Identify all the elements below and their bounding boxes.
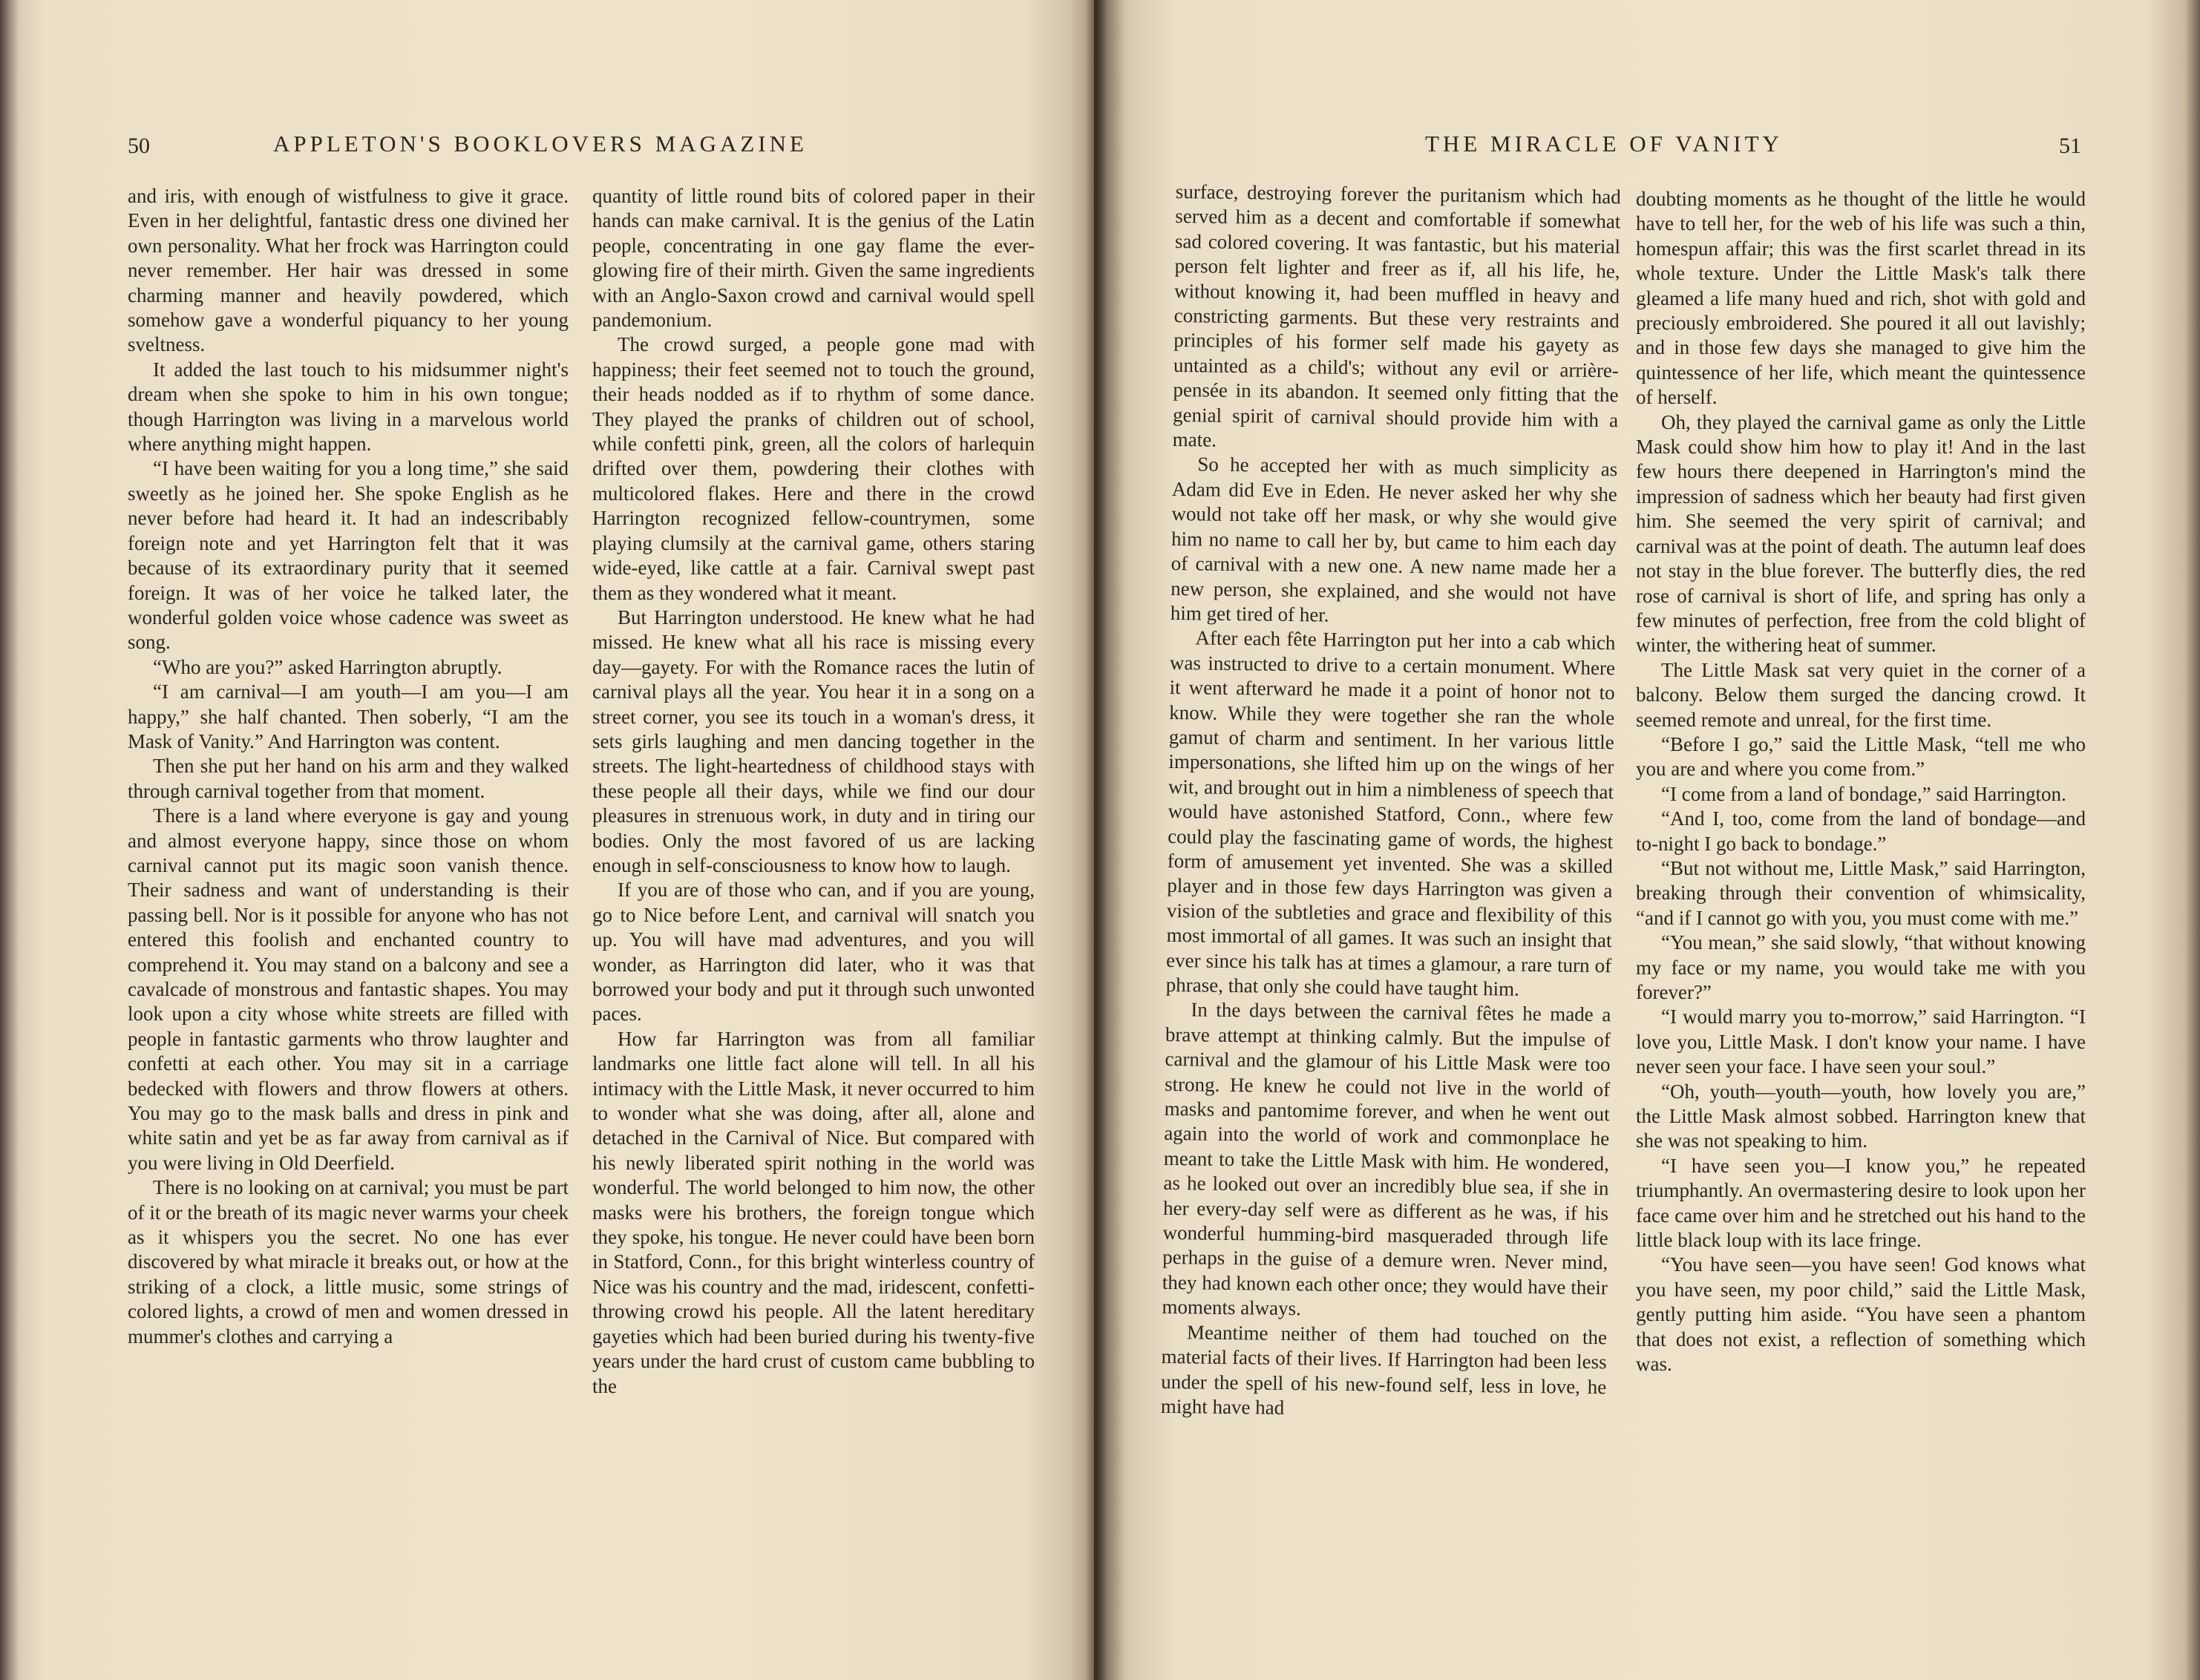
paragraph: The Little Mask sat very quiet in the corner of a balcony. Below them surged the dancing crowd. It seemed remote and unreal, for the first time. xyxy=(1636,658,2086,731)
right-column-2 xyxy=(1636,187,2086,1377)
paragraph: “Before I go,” said the Little Mask, “tell me who you are and where you come from.” xyxy=(1636,732,2086,781)
paragraph: surface, destroying forever the puritanism which had served him as a decent and comfortable if somewhat sad colored covering. It was fantastic, but his material person felt lighter and freer as if, all his life, he, without knowing it, had been muffled in heavy and constricting garments. But these very restraints and principles of his former self made his gayety as untainted as a child's; without any evil or arrière-pensée in its abandon. It seemed only fitting that the genial spirit of carnival should provide him with a mate. xyxy=(1172,180,1621,451)
paragraph: quantity of little round bits of colored paper in their hands can make carnival. It is the genius of the Latin people, concentrating in one gay flame the ever-glowing fire of their mirth. Given the same ingredients with an Anglo-Saxon crowd and carnival would spell pandemonium. xyxy=(592,185,1035,332)
running-head-right: THE MIRACLE OF VANITY xyxy=(1425,131,1783,157)
left-column-1 xyxy=(128,184,569,1349)
right-column-1 xyxy=(1161,180,1621,1425)
paragraph: It added the last touch to his midsummer night's dream when she spoke to him in his own tongue; though Harrington was living in a marvelous world where anything might happen. xyxy=(128,358,569,456)
page-number-left: 50 xyxy=(128,134,150,158)
paragraph: So he accepted her with as much simplicity as Adam did Eve in Eden. He never asked her why she would not take off her mask, or why she would give him no name to call her by, but came to him each day of carnival with a new one. A new name made her a new person, she explained, and she would not have him get tired of her. xyxy=(1170,453,1618,626)
spine-shadow xyxy=(1094,0,1124,1680)
paragraph: “I have been waiting for you a long time,” she said sweetly as he joined her. She spoke English as he never before had heard it. It had an indescribably foreign note and yet Harrington felt that it was because of its extraordinary purity that it seemed foreign. It was of her voice he talked later, the wonderful golden voice whose cadence was sweet as song. xyxy=(128,457,569,654)
paragraph: The crowd surged, a people gone mad with happiness; their feet seemed not to touch the ground, their heads nodded as if to rhythm of some dance. They played the pranks of children out of school, while confetti pink, green, all the colors of harlequin drifted over them, powdering their clothes with multicolored flakes. Here and there in the crowd Harrington recognized fellow-countrymen, some playing clumsily at the carnival game, others staring wide-eyed, like cattle at a fair. Carnival swept past them as they wondered what it meant. xyxy=(592,333,1035,604)
paragraph: “And I, too, come from the land of bondage—and to-night I go back to bondage.” xyxy=(1636,807,2086,855)
paragraph: “I am carnival—I am youth—I am you—I am happy,” she half chanted. Then soberly, “I am the Mask of Vanity.” And Harrington was content. xyxy=(128,680,569,752)
paragraph: “You have seen—you have seen! God knows what you have seen, my poor child,” said the Little Mask, gently putting him aside. “You have seen a phantom that does not exist, a reflection of something which was. xyxy=(1636,1253,2086,1376)
paragraph: “But not without me, Little Mask,” said Harrington, breaking through their convention of whimsicality, “and if I cannot go with you, you must come with me.” xyxy=(1636,856,2086,929)
paragraph: “I come from a land of bondage,” said Harrington. xyxy=(1661,782,2066,805)
paragraph: There is a land where everyone is gay and young and almost everyone happy, since those on whom carnival cannot put its magic soon vanish thence. Their sadness and want of understanding is their passing bell. Nor is it possible for anyone who has not entered this foolish and enchanted country to comprehend it. You may stand on a balcony and see a cavalcade of monstrous and fantastic shapes. You may look upon a city whose white streets are filled with people in fantastic garments who throw laughter and confetti at each other. You may sit in a carriage bedecked with flowers and throw flowers at others. You may go to the mask balls and dress in pink and white satin and yet be as far away from carnival as if you were living in Old Deerfield. xyxy=(128,804,569,1174)
paragraph: After each fête Harrington put her into a cab which was instructed to drive to a certain monument. Where it went afterward he made it a point of honor not to know. While they were together she ran the whole gamut of charm and sentiment. In her various little impersonations, she lifted him up on the wings of her wit, and brought out in him a nimbleness of speech that would have astonished Statford, Conn., where few could play the fascinating game of words, the highest form of amusement yet invented. She was a skilled player and in those few days Harrington was given a vision of the subtleties and grace and flexibility of this most immortal of all games. It was such an insight that ever since his talk has at times a glamour, a rare turn of phrase, that only she could have taught him. xyxy=(1165,626,1616,1000)
paragraph: “You mean,” she said slowly, “that without knowing my face or my name, you would take me with you forever?” xyxy=(1636,931,2086,1003)
paragraph: Oh, they played the carnival game as only the Little Mask could show him how to play it! And in the last few hours there deepened in Harrington's mind the impression of sadness which her beauty had first given him. She seemed the very spirit of carnival; and carnival was at the point of death. The autumn leaf does not stay in the blue forever. The butterfly dies, the red rose of carnival is short of life, and spring has only a few minutes of perfection, free from the cold blight of winter, the withering heat of summer. xyxy=(1636,410,2086,657)
paragraph: “I would marry you to-morrow,” said Harrington. “I love you, Little Mask. I don't know your name. I have never seen your face. I have seen your soul.” xyxy=(1636,1005,2086,1078)
paragraph: Meantime neither of them had touched on the material facts of their lives. If Harrington had been less under the spell of his new-found self, less in love, he might have had xyxy=(1160,1320,1608,1419)
paragraph: and iris, with enough of wistfulness to give it grace. Even in her delightful, fantastic dress one divined her own personality. What her frock was Harrington could never remember. Her hair was dressed in some charming manner and heavily powdered, which somehow gave a wonderful piquancy to her young sveltness. xyxy=(128,185,569,356)
paragraph: “Oh, youth—youth—youth, how lovely you are,” the Little Mask almost sobbed. Harrington knew that she was not speaking to him. xyxy=(1636,1080,2086,1152)
paragraph: “I have seen you—I know you,” he repeated triumphantly. An overmastering desire to look upon her face came over him and he stretched out his hand to the little black loup with its lace fringe. xyxy=(1636,1154,2086,1252)
paragraph: In the days between the carnival fêtes he made a brave attempt at thinking calmly. But the impulse of carnival and the glamour of his Little Mask were too strong. He knew he could not live in the world of masks and pantomime forever, and when he went out again into the world of work and commonplace he meant to take the Little Mask with him. He wondered, as he looked out over an incredibly blue sea, if she in her every-day self were as different as he was, if his wonderful humming-bird masqueraded through life perhaps in the guise of a demure wren. Never mind, they had known each other once; they would have their moments always. xyxy=(1162,998,1611,1320)
page-number-right: 51 xyxy=(2059,134,2081,158)
running-head-left: APPLETON'S BOOKLOVERS MAGAZINE xyxy=(273,131,808,157)
paragraph: “Who are you?” asked Harrington abruptly. xyxy=(153,655,502,678)
left-page xyxy=(0,0,1094,1680)
left-column-2 xyxy=(592,184,1035,1399)
paragraph: How far Harrington was from all familiar landmarks one little fact alone will tell. In all his intimacy with the Little Mask, it never occurred to him to wonder what she was doing, after all, alone and detached in the Carnival of Nice. But compared with his newly liberated spirit nothing in the world was wonderful. The world belonged to him now, the other masks were his brothers, the foreign tongue which they spoke, his tongue. He never could have been born in Statford, Conn., for this bright winterless country of Nice was his country and the mad, iridescent, confetti-throwing crowd his people. All the latent hereditary gayeties which had been buried during his twenty-five years under the hard crust of custom came bubbling to the xyxy=(592,1027,1035,1397)
paragraph: But Harrington understood. He knew what he had missed. He knew what all his race is missing every day—gayety. For with the Romance races the lutin of carnival plays all the year. You hear it in a song on a street corner, you see its touch in a woman's dress, it sets girls laughing and men dancing together in the streets. The light-heartedness of childhood stays with these people all their days, while we find our dour pleasures in strenuous work, in duty and in tiring our bodies. Only the most favored of us are lacking enough in self-consciousness to know how to laugh. xyxy=(592,606,1035,876)
paragraph: doubting moments as he thought of the little he would have to tell her, for the web of his life was such a thin, homespun affair; this was the first scarlet thread in its whole texture. Under the Little Mask's talk there gleamed a life many hued and rich, shot with gold and preciously embroidered. She poured it all out lavishly; and in those few days she managed to give him the quintessence of her life, which meant the quintessence of herself. xyxy=(1636,188,2086,409)
paragraph: There is no looking on at carnival; you must be part of it or the breath of its magic never warms your cheek as it whispers you the secret. No one has ever discovered by what miracle it breaks out, or how at the striking of a clock, a little music, some strings of colored lights, a crowd of men and women dressed in mummer's clothes and carrying a xyxy=(128,1176,569,1348)
paragraph: If you are of those who can, and if you are young, go to Nice before Lent, and carnival will snatch you up. You will have mad adventures, and you will wonder, as Harrington did later, who it was that borrowed your body and put it through such unwonted paces. xyxy=(592,879,1035,1026)
paragraph: Then she put her hand on his arm and they walked through carnival together from that moment. xyxy=(128,755,569,802)
